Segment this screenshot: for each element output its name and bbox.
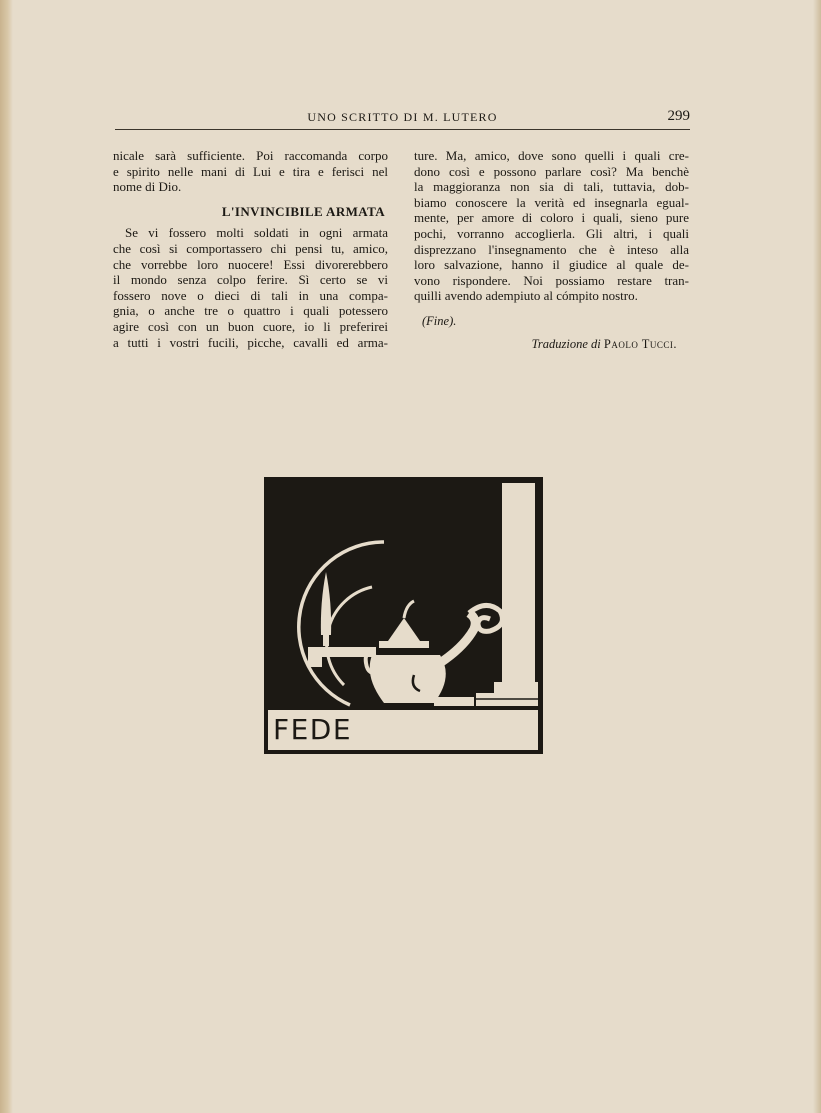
text-line: fossero nove o dieci di tali in una compa- (113, 287, 388, 303)
text-line: che vorrebbe loro nuocere! Essi divorerebbero (113, 256, 388, 272)
text-line: che così si comportassero chi pensi tu, amico, (113, 240, 388, 256)
left-paragraph-1 (113, 148, 388, 195)
section-heading: L'INVINCIBILE ARMATA (221, 203, 385, 219)
page-number: 299 (667, 108, 690, 124)
column-pillar (502, 483, 535, 684)
text-line: vono rispondere. Noi possiamo restare tran- (414, 272, 689, 288)
text-line: Se vi fossero molti soldati in ogni armata (125, 225, 388, 241)
translation-label: Traduzione di (531, 336, 601, 351)
text-line: biamo conoscere la verità ed insegnarla egual- (414, 194, 689, 210)
page-edge-shadow (813, 0, 821, 1113)
page-gutter-shadow (0, 0, 13, 1113)
lamp-shadow-stand (434, 697, 474, 706)
text-line: nicale sarà sufficiente. Poi raccomanda corpo (113, 148, 388, 163)
translator-name: Paolo Tucci. (603, 336, 677, 351)
text-line: loro salvazione, hanno il giudice al quale de- (414, 257, 689, 273)
text-line: quilli avendo adempiuto al cómpito nostro. (414, 288, 638, 304)
left-paragraph-2 (113, 225, 388, 350)
text-line: nome di Dio. (113, 179, 182, 195)
wick (323, 635, 329, 646)
lamp-lid (379, 641, 429, 648)
text-line: la maggioranza non sia di tali, tuttavia, dob- (414, 179, 689, 195)
lamp-body (370, 655, 446, 703)
text-line: ture. Ma, amico, dove sono quelli i quali cre- (414, 148, 689, 163)
column-base (494, 682, 538, 693)
right-paragraph (414, 148, 689, 304)
text-line: agire così con un buon cuore, io li preferirei (113, 318, 388, 334)
text-line: a tutti i vostri fucili, picche, cavalli ed arma- (113, 334, 388, 350)
end-mark: (Fine). (422, 313, 457, 328)
running-title: UNO SCRITTO DI M. LUTERO (307, 110, 498, 124)
text-line: dono così e possono parlare così? Ma benchè (414, 163, 689, 179)
text-line: il mondo senza colpo ferire. Sì certo se vi (113, 272, 388, 288)
text-line: e spirito nelle mani di Lui e tira e ferisci nel (113, 163, 388, 179)
header-rule (115, 129, 690, 130)
running-head (115, 108, 690, 128)
left-column (113, 148, 388, 350)
text-line: disprezzano l'insegnamento che è inteso alla (414, 241, 689, 257)
right-column (414, 148, 689, 352)
woodcut-illustration (264, 477, 543, 754)
translation-credit (414, 337, 689, 353)
illustration-caption: FEDE (273, 713, 353, 746)
text-line: mente, per amore di coloro i quali, sieno pure (414, 210, 689, 226)
text-line: pochi, vorranno accoglierla. Gli altri, i quali (414, 225, 689, 241)
text-line: gnia, o anche tre o quattro i quali potessero (113, 303, 388, 319)
